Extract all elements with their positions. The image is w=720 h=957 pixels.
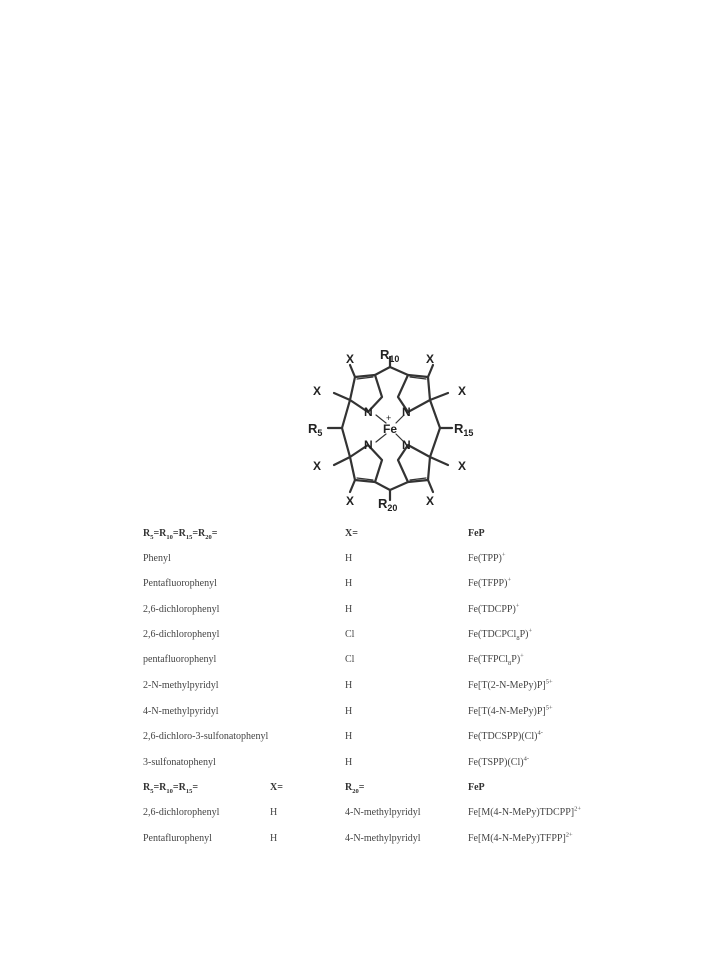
r5-label: $R_5$ [308,421,323,438]
x-label-top-left: X [346,352,355,366]
cell-x: H [345,604,353,615]
header-x: X= [345,528,358,539]
cell-substituent: Pentafluorophenyl [143,578,217,589]
cell-r20: 4-N-methylpyridyl [345,807,421,818]
cell-x: H [345,578,353,589]
cell-fep: Fe(TFPCl$_8$P)+ [468,652,524,667]
cell-fep: Fe[T(4-N-MePy)P]$^{5+}$ [468,704,553,717]
cell-fep: Fe(TFPP)+ [468,576,512,589]
cell-x: H [345,757,353,768]
r10-label: $R_{10}$ [380,347,400,364]
cell-x: H [345,680,353,691]
n-label-top-right: N [402,405,411,419]
x-label-top-right: X [426,352,435,366]
cell-r20: 4-N-methylpyridyl [345,833,421,844]
fe-charge-label: + [386,413,392,423]
n-label-bottom-right: N [402,438,411,452]
cell-substituent: 2,6-dichlorophenyl [143,629,220,640]
n-label-bottom-left: N [364,438,373,452]
cell-substituent: pentafluorophenyl [143,654,217,665]
cell-x: Cl [345,629,355,640]
cell-x: H [270,807,278,818]
cell-fep: Fe(TDCPCl$_8$P)+ [468,627,533,642]
fe-label: Fe [383,422,398,436]
cell-substituent: 2,6-dichlorophenyl [143,807,220,818]
cell-x: H [345,553,353,564]
cell-substituent: Pentaflurophenyl [143,833,212,844]
cell-x: Cl [345,654,355,665]
cell-fep: Fe[T(2-N-MePy)P]$^{5+}$ [468,678,553,691]
cell-fep: $Fe(TDCSPP)(Cl)^{4-}$ [468,729,543,742]
r15-label: $R_{15}$ [454,421,474,438]
x-label-right-lower: X [458,459,467,473]
x-label-bottom-left: X [346,494,355,508]
header-r-substituents-2: $R_5=R_{10}=R_{15}=$ [143,782,199,795]
cell-fep: $Fe(TSPP)(Cl)^{4-}$ [468,755,529,768]
cell-substituent: 4-N-methylpyridyl [143,706,219,717]
header-r20: $R_{20}=$ [345,782,365,795]
header-fep: FeP [468,528,485,539]
x-label-bottom-right: X [426,494,435,508]
header-r-substituents: $R_5=R_{10}=R_{15}=R_{20}=$ [143,528,218,541]
header-fep-2: FeP [468,782,485,793]
x-label-left-upper: X [313,384,322,398]
cell-substituent: Phenyl [143,553,171,564]
n-label-top-left: N [364,405,373,419]
porphyrin-svg [300,345,490,515]
cell-x: H [270,833,278,844]
cell-fep: Fe(TPP)+ [468,551,506,564]
cell-fep: Fe(TDCPP)+ [468,602,520,615]
r20-label: $R_{20}$ [378,496,398,513]
cell-substituent: 2,6-dichlorophenyl [143,604,220,615]
cell-substituent: 2,6-dichloro-3-sulfonatophenyl [143,731,269,742]
x-label-right-upper: X [458,384,467,398]
cell-fep: Fe[M(4-N-MePy)TDCPP]$^{2+}$ [468,805,582,818]
cell-substituent: 3-sulfonatophenyl [143,757,216,768]
x-label-left-lower: X [313,459,322,473]
substituent-table [143,528,603,858]
header-x-2: X= [270,782,283,793]
cell-substituent: 2-N-methylpyridyl [143,680,219,691]
cell-fep: Fe[M(4-N-MePy)TFPP]$^{2+}$ [468,831,573,844]
cell-x: H [345,731,353,742]
porphyrin-structure-figure [300,345,490,515]
cell-x: H [345,706,353,717]
